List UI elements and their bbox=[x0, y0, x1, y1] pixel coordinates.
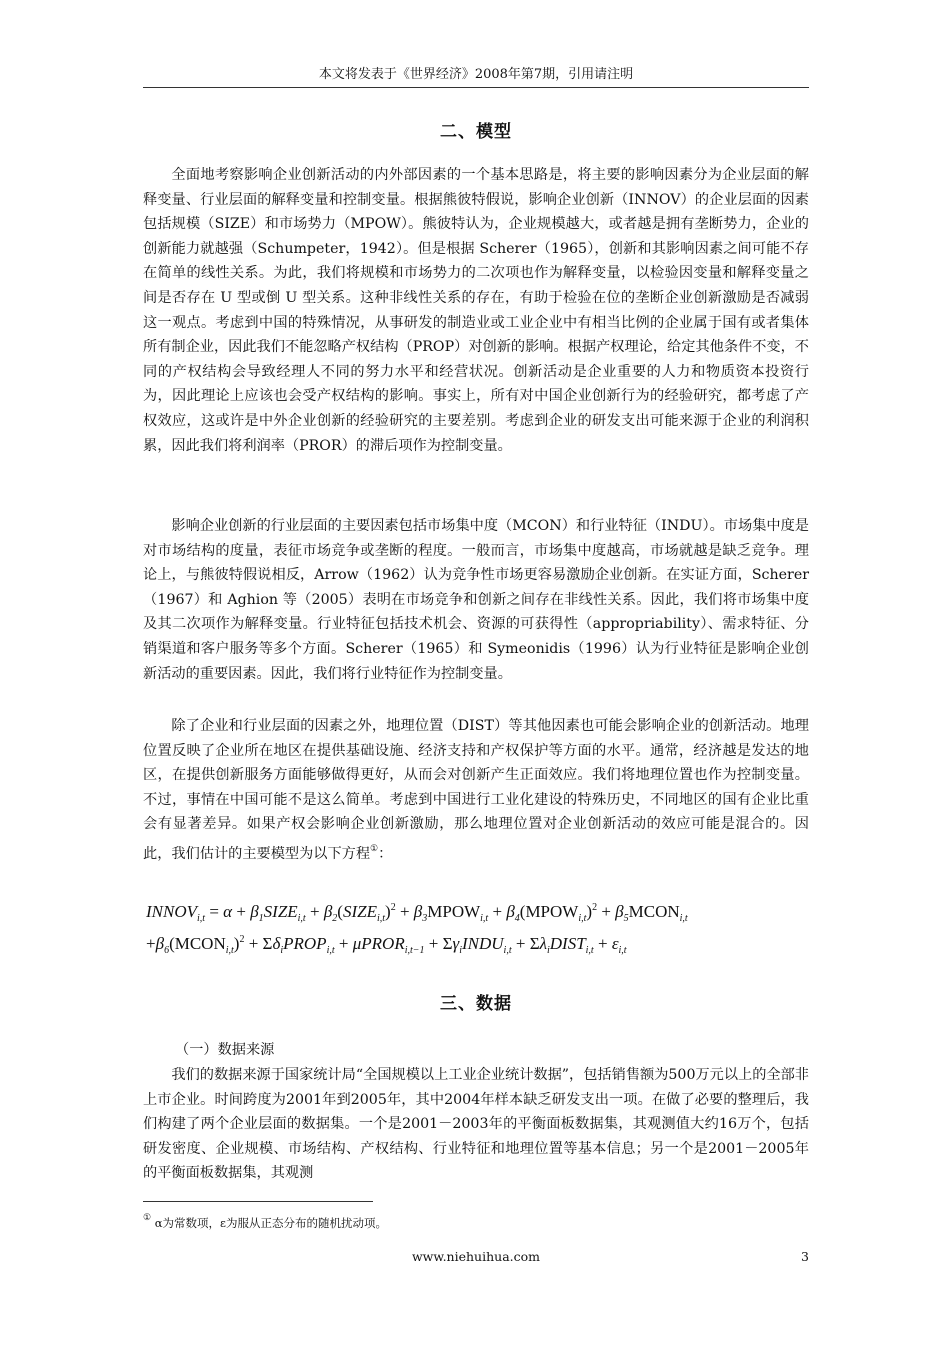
page-number: 3 bbox=[801, 1249, 809, 1264]
model-equation-line-2: $+\beta_6(MCON_{i,t})^2$ + $\Sigma\delta_iPROP_{i,t}$ + μPROR$_{i,t-1}$ + $\Sigma\gamma_iINDU_{i,t}$ + $\Sigma\lambda_iDIST_{i,t} + \varepsilon_{i,t}$ bbox=[146, 934, 627, 956]
footnote-mark: ① bbox=[143, 1213, 152, 1223]
model-paragraph-2: 影响企业创新的行业层面的主要因素包括市场集中度（MCON）和行业特征（INDU）。市场集中度是对市场结构的度量，表征市场竞争或垄断的程度。一般而言，市场集中度越高，市场就越是缺乏竞争。理论上，与熊彼特假说相反，Arrow（1962）认为竞争性市场更容易激励企业创新。在实证方面，Scherer（1967）和 Aghion 等（2005）表明在市场竞争和创新之间存在非线性关系。因此，我们将市场集中度及其二次项作为解释变量。行业特征包括技术机会、资源的可获得性（appropriability）、需求特征、分销渠道和客户服务等多个方面。Scherer（1965）和 Symeonidis（1996）认为行业特征是影响企业创新活动的重要因素。因此，我们将行业特征作为控制变量。 bbox=[143, 518, 809, 682]
section-heading-model: 二、模型 bbox=[440, 122, 512, 142]
subsection-heading-data-source: （一）数据来源 bbox=[175, 1042, 275, 1058]
model-paragraph-3 bbox=[143, 714, 809, 867]
header-rule bbox=[143, 87, 809, 88]
model-paragraph-1: 全面地考察影响企业创新活动的内外部因素的一个基本思路是，将主要的影响因素分为企业层面的解释变量、行业层面的解释变量和控制变量。根据熊彼特假说，影响企业创新（INNOV）的企业层面的因素包括规模（SIZE）和市场势力（MPOW）。熊彼特认为，企业规模越大，或者越是拥有垄断势力，企业的创新能力就越强（Schumpeter，1942）。但是根据 Scherer（1965），创新和其影响因素之间可能不存在简单的线性关系。为此，我们将规模和市场势力的二次项也作为解释变量，以检验因变量和解释变量之间是否存在 U 型或倒 U 型关系。这种非线性关系的存在，有助于检验在位的垄断企业创新激励是否减弱这一观点。考虑到中国的特殊情况，从事研发的制造业或工业企业中有相当比例的企业属于国有或者集体所有制企业，因此我们不能忽略产权结构（PROP）对创新的影响。根据产权理论，给定其他条件不变，不同的产权结构会导致经理人不同的努力水平和经营状况。创新活动是企业重要的人力和物质资本投资行为，因此理论上应该也会受产权结构的影响。事实上，所有对中国企业创新行为的经验研究，都考虑了产权效应，这或许是中外企业创新的经验研究的主要差别。考虑到企业的研发支出可能来源于企业的利润积累，因此我们将利润率（PROR）的滞后项作为控制变量。 bbox=[143, 167, 809, 454]
model-paragraph-3-text: 除了企业和行业层面的因素之外，地理位置（DIST）等其他因素也可能会影响企业的创新活动。地理位置反映了企业所在地区在提供基础设施、经济支持和产权保护等方面的水平。通常，经济越是发达的地区，在提供创新服务方面能够做得更好，从而会对创新产生正面效应。我们将地理位置也作为控制变量。不过，事情在中国可能不是这么简单。考虑到中国进行工业化建设的特殊历史，不同地区的国有企业比重会有显著差异。如果产权会影响企业创新激励，那么地理位置对企业创新活动的效应可能是混合的。因此，我们估计的主要模型为以下方程 bbox=[143, 718, 809, 862]
running-header: 本文将发表于《世界经济》2008年第7期，引用请注明 bbox=[318, 67, 634, 82]
model-paragraph-3-tail: ： bbox=[378, 845, 393, 862]
footnote bbox=[143, 1210, 387, 1231]
footnote-rule bbox=[143, 1201, 373, 1202]
footer-url: www.niehuihua.com bbox=[411, 1249, 541, 1264]
footnote-reference: ① bbox=[370, 843, 379, 854]
section-heading-data: 三、数据 bbox=[440, 994, 512, 1014]
footnote-text: α为常数项，ε为服从正态分布的随机扰动项。 bbox=[154, 1216, 387, 1230]
model-equation-line-1: $INNOV_{i,t} = \alpha$ + $\beta_1SIZE_{i,t}$ + $\beta_2(SIZE_{i,t})^2$ + $\beta_3MPOW_{i,t}$ + $\beta_4(MPOW_{i,t})^2$ + $\beta_5MCON_{i,t}$ bbox=[146, 902, 688, 924]
data-paragraph-1: 我们的数据来源于国家统计局“全国规模以上工业企业统计数据”，包括销售额为500万元以上的全部非上市企业。时间跨度为2001年到2005年，其中2004年样本缺乏研发支出一项。在做了必要的整理后，我们构建了两个企业层面的数据集。一个是2001－2003年的平衡面板数据集，其观测值大约16万个，包括研发密度、企业规模、市场结构、产权结构、行业特征和地理位置等基本信息；另一个是2001－2005年的平衡面板数据集，其观测 bbox=[143, 1067, 809, 1182]
